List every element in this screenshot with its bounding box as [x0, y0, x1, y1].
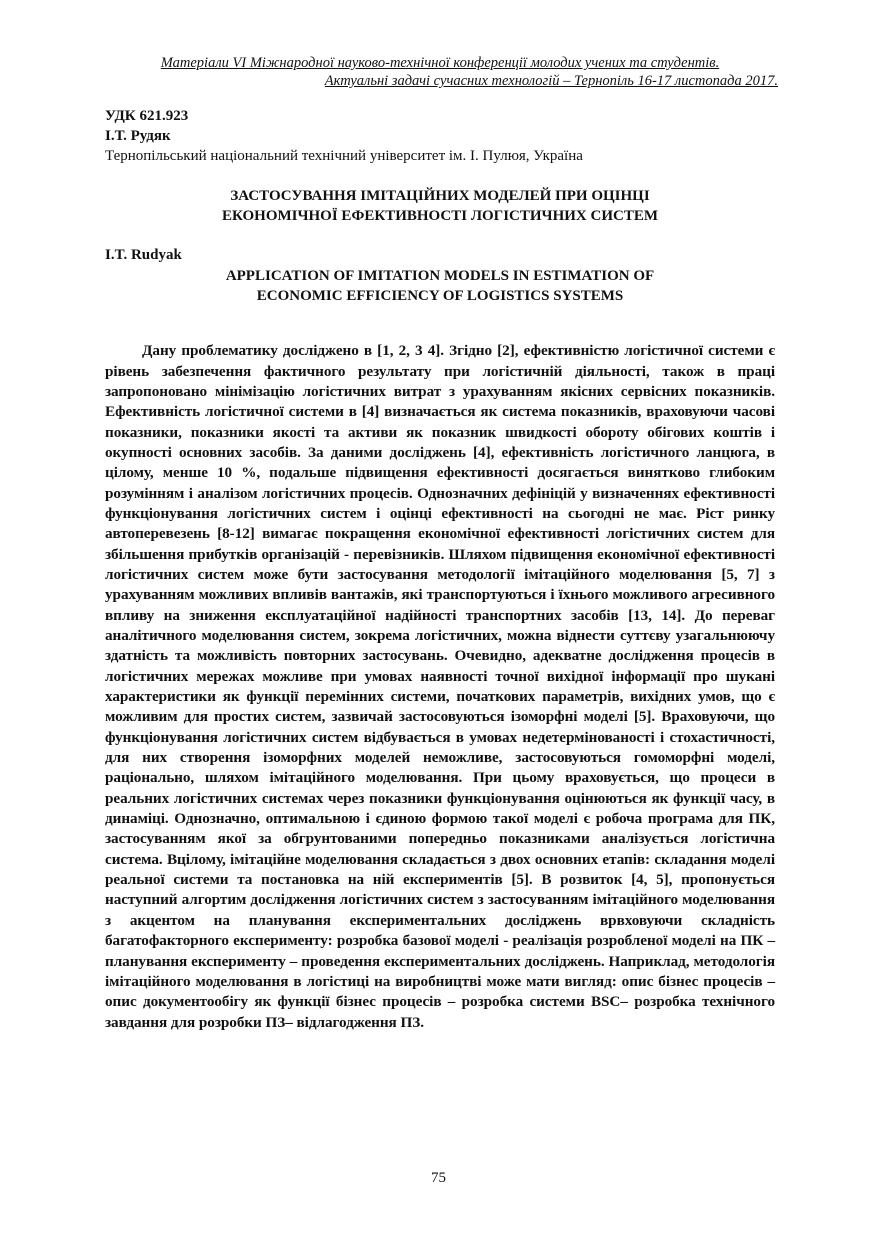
udc-code: УДК 621.923 [105, 108, 189, 124]
title-ukrainian [105, 186, 775, 226]
title-en-line-2: ECONOMIC EFFICIENCY OF LOGISTICS SYSTEMS [256, 288, 624, 304]
article-meta [105, 106, 583, 166]
header-line-1: Матеріали VI Міжнародної науково-технічної конференції молодих учених та студентів. [160, 55, 720, 71]
body-paragraph: Дану проблематику досліджено в [1, 2, 3 4]. Згідно [2], ефективністю логістичної системи є рівень забезпечення фактичного результату при логістичній діяльності, також в праці запропоновано мінімізацію логістичних витрат з урахуванням якісних сервісних показників. Ефективність логістичної системи в [4] визначається як система показників, враховуючи часові показники, показники якості та активи як показник швидкості обороту обігових коштів і окупності основних засобів. За даними досліджень [4], ефективність логістичного ланцюга, в цілому, менше 10 %, подальше підвищення ефективності досягається винятково глибоким розумінням і аналізом логістичних процесів. Однозначних дефініцій у визначеннях ефективності функціонування логістичних систем і оцінці ефективності на сьогодні не має. Ріст ринку автоперевезень [8-12] вимагає покращення економічної ефективності логістичних систем для збільшення прибутків організацій - перевізників. Шляхом підвищення економічної ефективності логістичних систем може бути застосування методології імітаційного моделювання [5, 7] з урахуванням можливих впливів вантажів, які транспортуються і їхнього можливого агресивного впливу на зниження експлуатаційної надійності транспортних засобів [13, 14]. До переваг аналітичного моделювання систем, зокрема логістичних, можна віднести суттєву узагальнюючу здатність та можливість повторних застосувань. Очевидно, адекватне дослідження процесів в логістичних мережах можливе при умовах наявності точної вихідної інформації про шукані характеристики як функції перемінних системи, початкових параметрів, вихідних умов, що є можливим для простих систем, зазвичай застосовуються ізоморфні моделі [5]. Враховуючи, що функціонування логістичних систем відбувається в умовах недетермінованості і стохастичності, для них створення ізоморфних моделей неможливе, застосовуються гомоморфні моделі, раціонально, шляхом імітаційного моделювання. При цьому враховується, що процеси в реальних логістичних системах через показники функціонування оцінюються як функції часу, в динаміці. Однозначно, оптимальною і єдиною формою такої моделі є робоча програма для ПК, застосуванням якої за обгрунтованими попередньо показниками аналізується логістична система. Вцілому, імітаційне моделювання складається з двох основних етапів: складання моделі реальної системи та постановка на ній експериментів [5]. В розвиток [4, 5], пропонується наступний алгортим дослідження логістичних систем з застосуванням імітаційного моделювання з акцентом на планування експериментальних досліджень врвховуючи складність багатофакторного експерименту: розробка базової моделі - реалізація розробленої моделі на ПК – планування експерименту – проведення експериментальних досліджень. Наприклад, методологія імітаційного моделювання в логістиці на виробництві може мати вигляд: опис бізнес процесів – опис документообігу як функції бізнес процесів – розробка системи BSC– розробка технічного завдання для розробки ПЗ– відлагодження ПЗ. [105, 342, 775, 1031]
title-en-line-1: APPLICATION OF IMITATION MODELS IN ESTIMATION OF [225, 268, 655, 284]
title-english [105, 266, 775, 306]
title-ua-line-1: ЗАСТОСУВАННЯ ІМІТАЦІЙНИХ МОДЕЛЕЙ ПРИ ОЦІНЦІ [230, 188, 650, 204]
author-en: I.T. Rudyak [105, 247, 182, 263]
page-number: 75 [431, 1170, 446, 1186]
author-ua: І.Т. Рудяк [105, 128, 171, 144]
header-line-2: Актуальні задачі сучасних технологій – Тернопіль 16-17 листопада 2017. [324, 73, 778, 89]
affiliation: Тернопільський національний технічний університет ім. І. Пулюя, Україна [105, 148, 583, 164]
title-ua-line-2: ЕКОНОМІЧНОЇ ЕФЕКТИВНОСТІ ЛОГІСТИЧНИХ СИСТЕМ [222, 208, 658, 224]
